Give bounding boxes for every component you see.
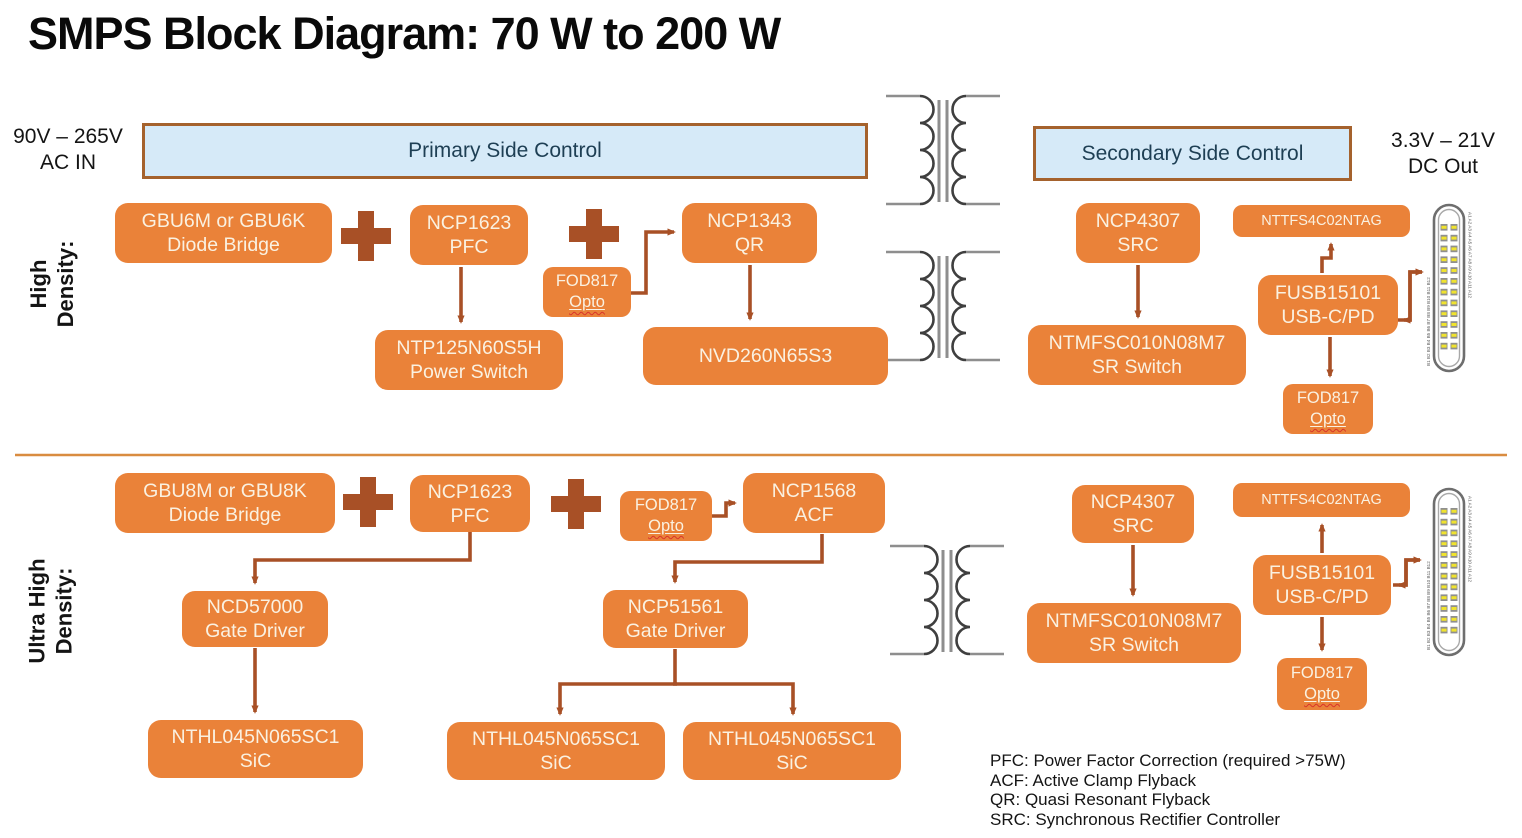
transformer-icon bbox=[890, 546, 1004, 654]
block-nthl045n065sc1-sic bbox=[148, 720, 363, 778]
block-ncd57000-gate-driver bbox=[182, 591, 328, 647]
part-role: SiC bbox=[540, 752, 572, 774]
opto-label: Opto bbox=[648, 517, 684, 535]
ultra-high-density-line2: Density: bbox=[51, 567, 77, 655]
part-role bbox=[569, 292, 605, 313]
block-ntp125n60s5h-power-switch bbox=[375, 330, 563, 390]
part-number: NTTFS4C02NTAG bbox=[1261, 213, 1382, 229]
block-fod817-opto bbox=[620, 491, 712, 541]
part-number: NCP4307 bbox=[1095, 210, 1181, 232]
high-density-line1: High bbox=[26, 259, 51, 309]
part-number: NTP125N60S5H bbox=[396, 337, 542, 359]
block-nvd260n65s3 bbox=[643, 327, 888, 385]
part-number: NTHL045N065SC1 bbox=[471, 728, 640, 750]
plus-icon bbox=[569, 209, 619, 259]
part-role: SRC bbox=[1117, 234, 1159, 256]
arrow-opto-to-acf bbox=[712, 503, 735, 516]
block-ncp1623-pfc bbox=[410, 475, 530, 532]
primary-side-control-banner bbox=[142, 123, 868, 179]
part-role: SR Switch bbox=[1089, 634, 1179, 656]
part-role: USB-C/PD bbox=[1275, 586, 1369, 608]
arrow-branch-to-sic-left bbox=[560, 684, 677, 714]
part-role: PFC bbox=[450, 504, 490, 527]
block-fusb15101-usbc-pd bbox=[1258, 275, 1398, 335]
usb-c-pin-labels-b: B1 B2 B3 B4 B5 B6 B7 B8 B9 B10 B11 B12 bbox=[1426, 561, 1431, 650]
part-number: NCP51561 bbox=[627, 596, 724, 618]
block-ncp1343-qr bbox=[682, 203, 817, 263]
transformer-icon bbox=[886, 96, 1000, 204]
part-number: NTMFSC010N08M7 bbox=[1048, 332, 1226, 354]
dc-output-label bbox=[1378, 128, 1508, 180]
part-role: SRC bbox=[1112, 515, 1154, 537]
part-role: QR bbox=[734, 234, 765, 256]
block-nttfs4c02ntag bbox=[1233, 205, 1410, 237]
part-number: FOD817 bbox=[1296, 389, 1360, 407]
arrow-pfc-to-gate-driver bbox=[255, 532, 470, 583]
opto-label: Opto bbox=[569, 293, 605, 311]
transformer-icon bbox=[886, 252, 1000, 360]
block-gbu8m-diode-bridge bbox=[115, 473, 335, 533]
part-number: NTHL045N065SC1 bbox=[707, 728, 876, 750]
part-number: FUSB15101 bbox=[1274, 282, 1382, 304]
arrow-usbc-to-fusb bbox=[1404, 272, 1422, 320]
ultra-high-density-row-label bbox=[24, 534, 78, 689]
part-role: PFC bbox=[449, 236, 489, 258]
block-ncp1568-acf bbox=[743, 473, 885, 533]
part-number: NVD260N65S3 bbox=[698, 345, 833, 367]
plus-icon bbox=[341, 211, 391, 261]
part-role: SiC bbox=[776, 752, 808, 774]
part-role: Diode Bridge bbox=[167, 234, 280, 256]
secondary-side-control-banner bbox=[1033, 126, 1352, 181]
block-fod817-opto bbox=[543, 267, 631, 317]
opto-label: Opto bbox=[1310, 410, 1346, 428]
usb-c-connector-icon bbox=[1421, 202, 1477, 374]
part-number: FOD817 bbox=[634, 496, 698, 514]
part-role bbox=[648, 516, 684, 537]
legend-pfc: PFC: Power Factor Correction (required >75W) bbox=[990, 751, 1346, 770]
ac-input-caption: AC IN bbox=[39, 151, 96, 174]
dc-output-range: 3.3V – 21V bbox=[1391, 129, 1495, 152]
ac-input-label bbox=[5, 124, 131, 176]
abbreviation-legend bbox=[990, 751, 1346, 829]
usb-c-pin-labels-b: B1 B2 B3 B4 B5 B6 B7 B8 B9 B10 B11 B12 bbox=[1426, 277, 1431, 366]
block-ncp4307-src bbox=[1072, 485, 1194, 543]
part-number: NCP1623 bbox=[427, 480, 513, 503]
part-role: Power Switch bbox=[409, 361, 529, 383]
opto-label: Opto bbox=[1304, 685, 1340, 703]
legend-acf: ACF: Active Clamp Flyback bbox=[990, 770, 1196, 790]
part-number: FOD817 bbox=[555, 272, 619, 290]
part-role: Gate Driver bbox=[205, 620, 305, 642]
block-fusb15101-usbc-pd bbox=[1253, 555, 1391, 615]
ac-input-range: 90V – 265V bbox=[13, 125, 123, 148]
block-ntmfsc010n08m7-sr-switch bbox=[1027, 603, 1241, 663]
dc-output-caption: DC Out bbox=[1407, 155, 1478, 178]
block-ntmfsc010n08m7-sr-switch bbox=[1028, 325, 1246, 385]
page-title: SMPS Block Diagram: 70 W to 200 W bbox=[28, 8, 781, 59]
part-role: Diode Bridge bbox=[168, 504, 282, 526]
part-number: NTTFS4C02NTAG bbox=[1261, 492, 1382, 508]
part-role: ACF bbox=[794, 504, 834, 526]
part-number: GBU6M or GBU6K bbox=[141, 210, 306, 232]
plus-icon bbox=[551, 479, 601, 529]
part-number: FOD817 bbox=[1290, 664, 1354, 682]
plus-icon bbox=[343, 477, 393, 527]
part-number: NCP4307 bbox=[1090, 491, 1176, 513]
usb-c-pin-labels-a: A1 A2 A3 A4 A5 A6 A7 A8 A9 A10 A11 A12 bbox=[1467, 496, 1473, 582]
block-nthl045n065sc1-sic bbox=[447, 722, 665, 780]
high-density-line2: Density: bbox=[53, 240, 78, 328]
block-fod817-opto bbox=[1283, 384, 1373, 434]
part-number: NCD57000 bbox=[206, 596, 304, 618]
part-role: SR Switch bbox=[1092, 356, 1182, 378]
ultra-high-density-line1: Ultra High bbox=[24, 558, 50, 664]
part-number: NCP1343 bbox=[707, 210, 792, 232]
primary-banner-label: Primary Side Control bbox=[408, 139, 602, 162]
usb-c-connector-icon bbox=[1421, 486, 1477, 658]
part-role bbox=[1304, 684, 1340, 705]
part-number: NCP1623 bbox=[426, 212, 512, 234]
part-role: SiC bbox=[239, 750, 272, 772]
part-number: NCP1568 bbox=[771, 480, 857, 502]
arrow-acf-to-gate-driver bbox=[675, 534, 822, 582]
block-fod817-opto bbox=[1277, 658, 1367, 710]
part-number: NTMFSC010N08M7 bbox=[1045, 610, 1223, 632]
part-role bbox=[1310, 409, 1346, 430]
part-number: FUSB15101 bbox=[1268, 562, 1376, 584]
block-nthl045n065sc1-sic bbox=[683, 722, 901, 780]
usb-c-pin-labels-a: A1 A2 A3 A4 A5 A6 A7 A8 A9 A10 A11 A12 bbox=[1467, 212, 1473, 298]
arrow-branch-to-sic-right bbox=[673, 684, 793, 714]
part-role: USB-C/PD bbox=[1281, 306, 1375, 328]
arrow-fusb-to-nttfs bbox=[1322, 244, 1331, 273]
legend-qr: QR: Quasi Resonant Flyback bbox=[990, 790, 1211, 809]
block-nttfs4c02ntag bbox=[1233, 483, 1410, 517]
part-number: GBU8M or GBU8K bbox=[143, 480, 307, 502]
secondary-banner-label: Secondary Side Control bbox=[1081, 141, 1304, 165]
high-density-row-label bbox=[25, 218, 79, 350]
block-ncp51561-gate-driver bbox=[603, 590, 748, 648]
arrow-usbc-to-fusb bbox=[1399, 560, 1420, 585]
block-ncp1623-pfc bbox=[410, 205, 528, 265]
block-ncp4307-src bbox=[1076, 203, 1200, 263]
part-number: NTHL045N065SC1 bbox=[171, 726, 340, 748]
block-gbu6m-diode-bridge bbox=[115, 203, 332, 263]
part-role: Gate Driver bbox=[625, 620, 726, 642]
legend-src: SRC: Synchronous Rectifier Controller bbox=[990, 809, 1281, 829]
